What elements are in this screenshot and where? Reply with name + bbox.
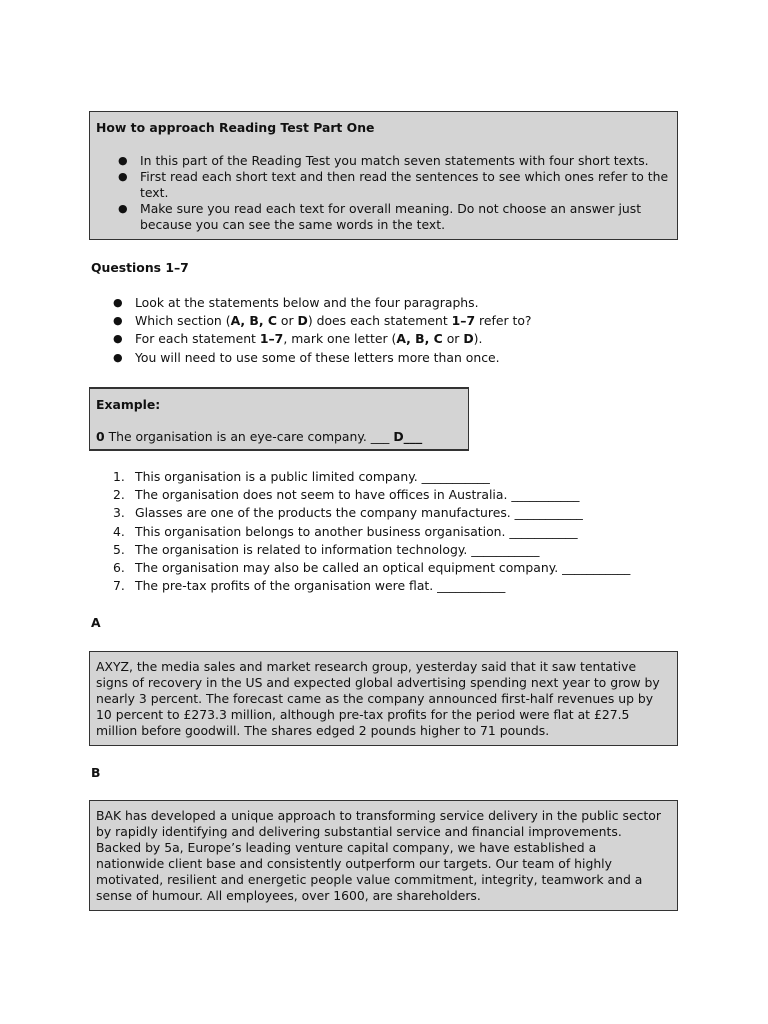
statement-item: 3. Glasses are one of the products the company manufactures. ___________	[113, 505, 583, 521]
instruction-item: ● You will need to use some of these letters more than once.	[113, 349, 500, 365]
statements-list	[113, 469, 713, 596]
bullet-icon: ●	[118, 154, 128, 167]
statement-item: 5. The organisation is related to information technology. ___________	[113, 541, 540, 557]
section-a-letter: A	[91, 615, 101, 630]
bullet-icon: ●	[118, 170, 128, 183]
instruction-item: ● Which section (A, B, C or D) does each statement 1–7 refer to?	[113, 313, 532, 329]
intro-bullet-item: ● In this part of the Reading Test you match seven statements with four short texts.	[118, 153, 649, 168]
intro-box	[89, 111, 678, 240]
section-b-letter: B	[91, 765, 101, 780]
example-text: The organisation is an eye-care company. ___	[108, 429, 390, 444]
section-a-passage: AXYZ, the media sales and market research group, yesterday said that it saw tentative signs of recovery in the US and expected global advertising spending next year to grow by nearly 3 percent. The forecast came as the company announced first-half revenues up by 10 percent to £273.3 million, although pre-tax profits for the period were flat at £27.5 million before goodwill. The shares edged 2 pounds higher to 71 pounds.	[89, 651, 678, 746]
bullet-icon: ●	[113, 350, 123, 364]
questions-heading: Questions 1–7	[91, 260, 189, 275]
statement-item: 2. The organisation does not seem to have offices in Australia. ___________	[113, 487, 580, 503]
example-answer: D___	[393, 429, 423, 444]
intro-bullet-item: ● First read each short text and then read the sentences to see which ones refer to the text.	[118, 169, 669, 200]
section-b-passage: BAK has developed a unique approach to transforming service delivery in the public sector by rapidly identifying and delivering substantial service and financial improvements. Backed by 5a, Europe’s leading venture capital company, we have established a nationwide client base and consistently outperform our targets. Our team of highly motivated, resilient and energetic people value commitment, integrity, teamwork and a sense of humour. All employees, over 1600, are shareholders.	[89, 800, 678, 911]
intro-bullet-item: ● Make sure you read each text for overall meaning. Do not choose an answer just because you can see the same words in the text.	[118, 201, 642, 232]
instructions-list	[113, 295, 673, 368]
bullet-icon: ●	[113, 296, 123, 309]
instruction-item: ● For each statement 1–7, mark one letter (A, B, C or D).	[113, 331, 483, 347]
statement-item: 7. The pre-tax profits of the organisation were flat. ___________	[113, 578, 506, 594]
intro-title: How to approach Reading Test Part One	[96, 120, 375, 135]
bullet-icon: ●	[113, 332, 123, 346]
statement-item: 1. This organisation is a public limited company. ___________	[113, 469, 490, 484]
bullet-icon: ●	[118, 202, 128, 215]
instruction-item: ● Look at the statements below and the four paragraphs.	[113, 295, 479, 310]
statement-item: 4. This organisation belongs to another business organisation. ___________	[113, 523, 578, 539]
statement-item: 6. The organisation may also be called an optical equipment company. ___________	[113, 559, 631, 575]
example-number: 0	[96, 429, 105, 444]
example-title: Example:	[96, 397, 161, 412]
intro-bullet-list	[118, 153, 671, 233]
example-box	[89, 387, 469, 451]
bullet-icon: ●	[113, 314, 123, 328]
example-line	[96, 429, 462, 445]
